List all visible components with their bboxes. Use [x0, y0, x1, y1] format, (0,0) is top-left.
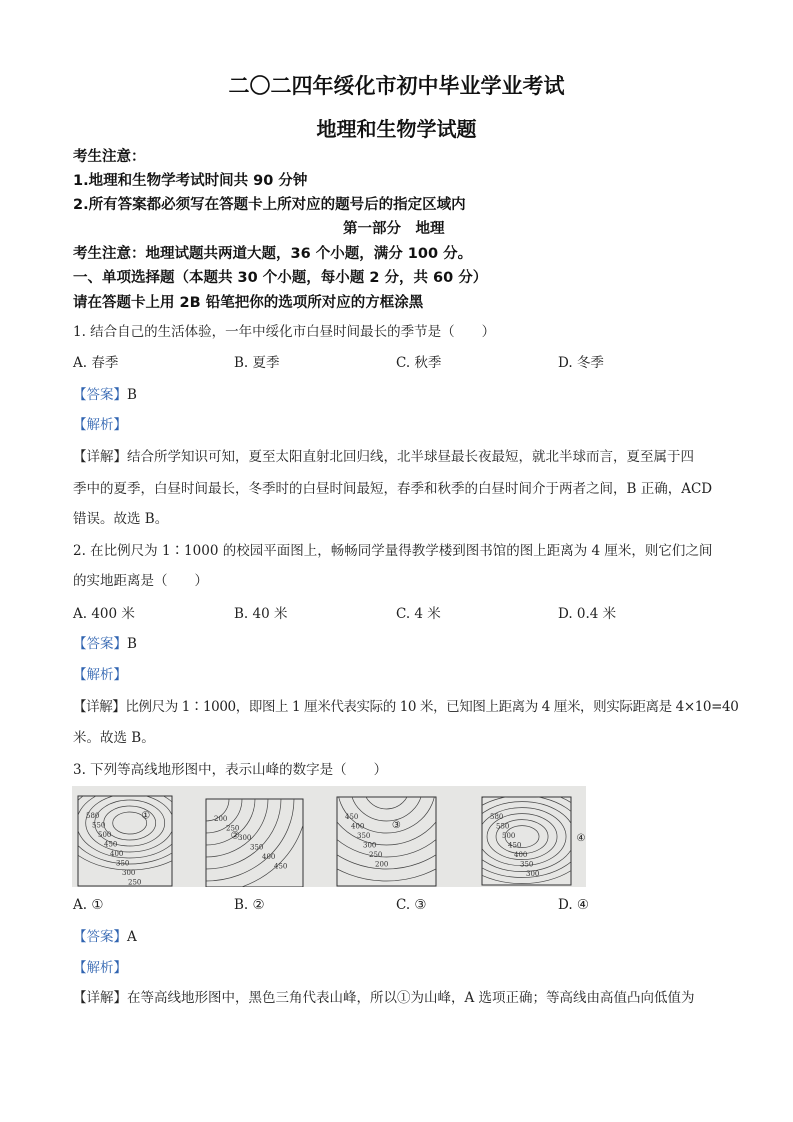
contour-label: 350: [250, 843, 264, 852]
question-stem: 1. 结合自己的生活体验，一年中绥化市白昼时间最长的季节是（ ）: [73, 324, 496, 340]
contour-lines: [451, 790, 586, 884]
option-d: D. ④: [558, 897, 590, 913]
analysis-tag: 【解析】: [73, 667, 127, 683]
contour-maps: [72, 786, 586, 887]
answer-value: B: [127, 636, 137, 652]
contour-maps-figure: [72, 786, 586, 887]
answer-value: B: [127, 387, 137, 403]
option-d: D. 冬季: [558, 355, 604, 371]
answer-line: [73, 385, 137, 405]
contour-label: 250: [226, 824, 240, 833]
option-a: A. 400 米: [73, 606, 135, 622]
question-stem: 的实地距离是（ ）: [73, 573, 208, 589]
contour-label: 550: [496, 822, 510, 831]
part-notice: 考生注意：地理试题共两道大题，36 个小题，满分 100 分。: [73, 246, 473, 262]
contour-label: 350: [357, 832, 371, 840]
answer-line: [73, 927, 137, 947]
contour-label: 400: [110, 850, 124, 858]
contour-map-marker: ④: [576, 833, 586, 844]
contour-label: 400: [351, 822, 365, 831]
notice-item: 1.地理和生物学考试时间共 90 分钟: [73, 173, 308, 189]
option-c: C. 4 米: [396, 606, 441, 622]
detail-text: 结合所学知识可知，夏至太阳直射北回归线，北半球昼最长夜最短，就北半球而言，夏至属于四: [127, 449, 694, 465]
answer-line: [73, 634, 137, 654]
detail-text: 错误。故选 B。: [73, 511, 169, 527]
option-a: A. ①: [73, 897, 104, 913]
contour-label: 300: [238, 834, 252, 842]
contour-label: 200: [214, 815, 228, 823]
contour-map-marker: ③: [391, 820, 401, 832]
option-a: A. 春季: [73, 355, 119, 371]
option-b: B. 夏季: [234, 355, 280, 371]
contour-label: 350: [116, 859, 130, 868]
option-c: C. 秋季: [396, 355, 442, 371]
option-d: D. 0.4 米: [558, 606, 617, 622]
contour-map-frame: [337, 797, 436, 886]
exam-title: 二〇二四年绥化市初中毕业学业考试: [228, 74, 565, 98]
option-c: C. ③: [396, 897, 427, 913]
contour-label: 300: [526, 870, 540, 878]
contour-label: 500: [502, 832, 516, 840]
detail-text: 比例尺为 1∶1000，即图上 1 厘米代表实际的 10 米，已知图上距离为 4 厘米，则实际距离是 4×10=40: [125, 699, 739, 715]
contour-label: 580: [86, 812, 100, 820]
contour-label: 250: [369, 851, 383, 859]
contour-label: 350: [520, 860, 534, 869]
analysis-tag: 【解析】: [73, 417, 127, 433]
notice-item: 2.所有答案都必须写在答题卡上所对应的题号后的指定区域内: [73, 197, 466, 213]
detail-tag: 【详解】: [73, 699, 126, 715]
contour-label: 450: [345, 813, 359, 821]
section-title: 一、单项选择题（本题共 30 个小题，每小题 2 分，共 60 分）: [73, 270, 488, 286]
notice-heading: 考生注意：: [73, 149, 146, 165]
exam-subtitle: 地理和生物学试题: [316, 117, 477, 141]
contour-map-marker: ①: [141, 810, 151, 822]
question-stem: 3. 下列等高线地形图中，表示山峰的数字是（ ）: [73, 762, 388, 778]
contour-label: 580: [490, 813, 504, 821]
contour-map-marker: ②: [230, 830, 240, 842]
detail-line: [73, 988, 695, 1008]
contour-label: 400: [514, 851, 528, 859]
option-b: B. ②: [234, 897, 265, 913]
contour-label: 300: [363, 841, 377, 850]
section-instruction: 请在答题卡上用 2B 铅笔把你的选项所对应的方框涂黑: [73, 295, 424, 311]
answer-tag: 【答案】: [73, 636, 127, 652]
detail-line: [73, 447, 694, 467]
contour-label: 450: [508, 841, 522, 850]
option-b: B. 40 米: [234, 606, 288, 622]
contour-label: 450: [104, 840, 118, 849]
detail-tag: 【详解】: [73, 449, 127, 465]
contour-label: 450: [274, 862, 288, 871]
part-title: 第一部分 地理: [343, 221, 445, 237]
contour-label: 550: [92, 821, 106, 830]
answer-tag: 【答案】: [73, 387, 127, 403]
analysis-tag: 【解析】: [73, 960, 127, 976]
detail-text: 在等高线地形图中，黑色三角代表山峰，所以①为山峰，A 选项正确；等高线由高值凸向低值为: [127, 990, 695, 1006]
detail-line: [73, 697, 738, 717]
answer-tag: 【答案】: [73, 929, 127, 945]
detail-text: 季中的夏季，白昼时间最长，冬季时的白昼时间最短，春季和秋季的白昼时间介于两者之间，B 正确，ACD: [73, 481, 713, 497]
contour-label: 300: [122, 869, 136, 877]
detail-text: 米。故选 B。: [73, 730, 155, 746]
contour-label: 200: [375, 860, 389, 869]
detail-tag: 【详解】: [73, 990, 127, 1006]
answer-value: A: [127, 929, 137, 945]
contour-label: 250: [128, 878, 142, 887]
contour-label: 500: [98, 831, 112, 839]
question-stem: 2. 在比例尺为 1∶1000 的校园平面图上，畅畅同学量得教学楼到图书馆的图上距离为 4 厘米，则它们之间: [73, 543, 713, 559]
contour-label: 400: [262, 853, 276, 861]
